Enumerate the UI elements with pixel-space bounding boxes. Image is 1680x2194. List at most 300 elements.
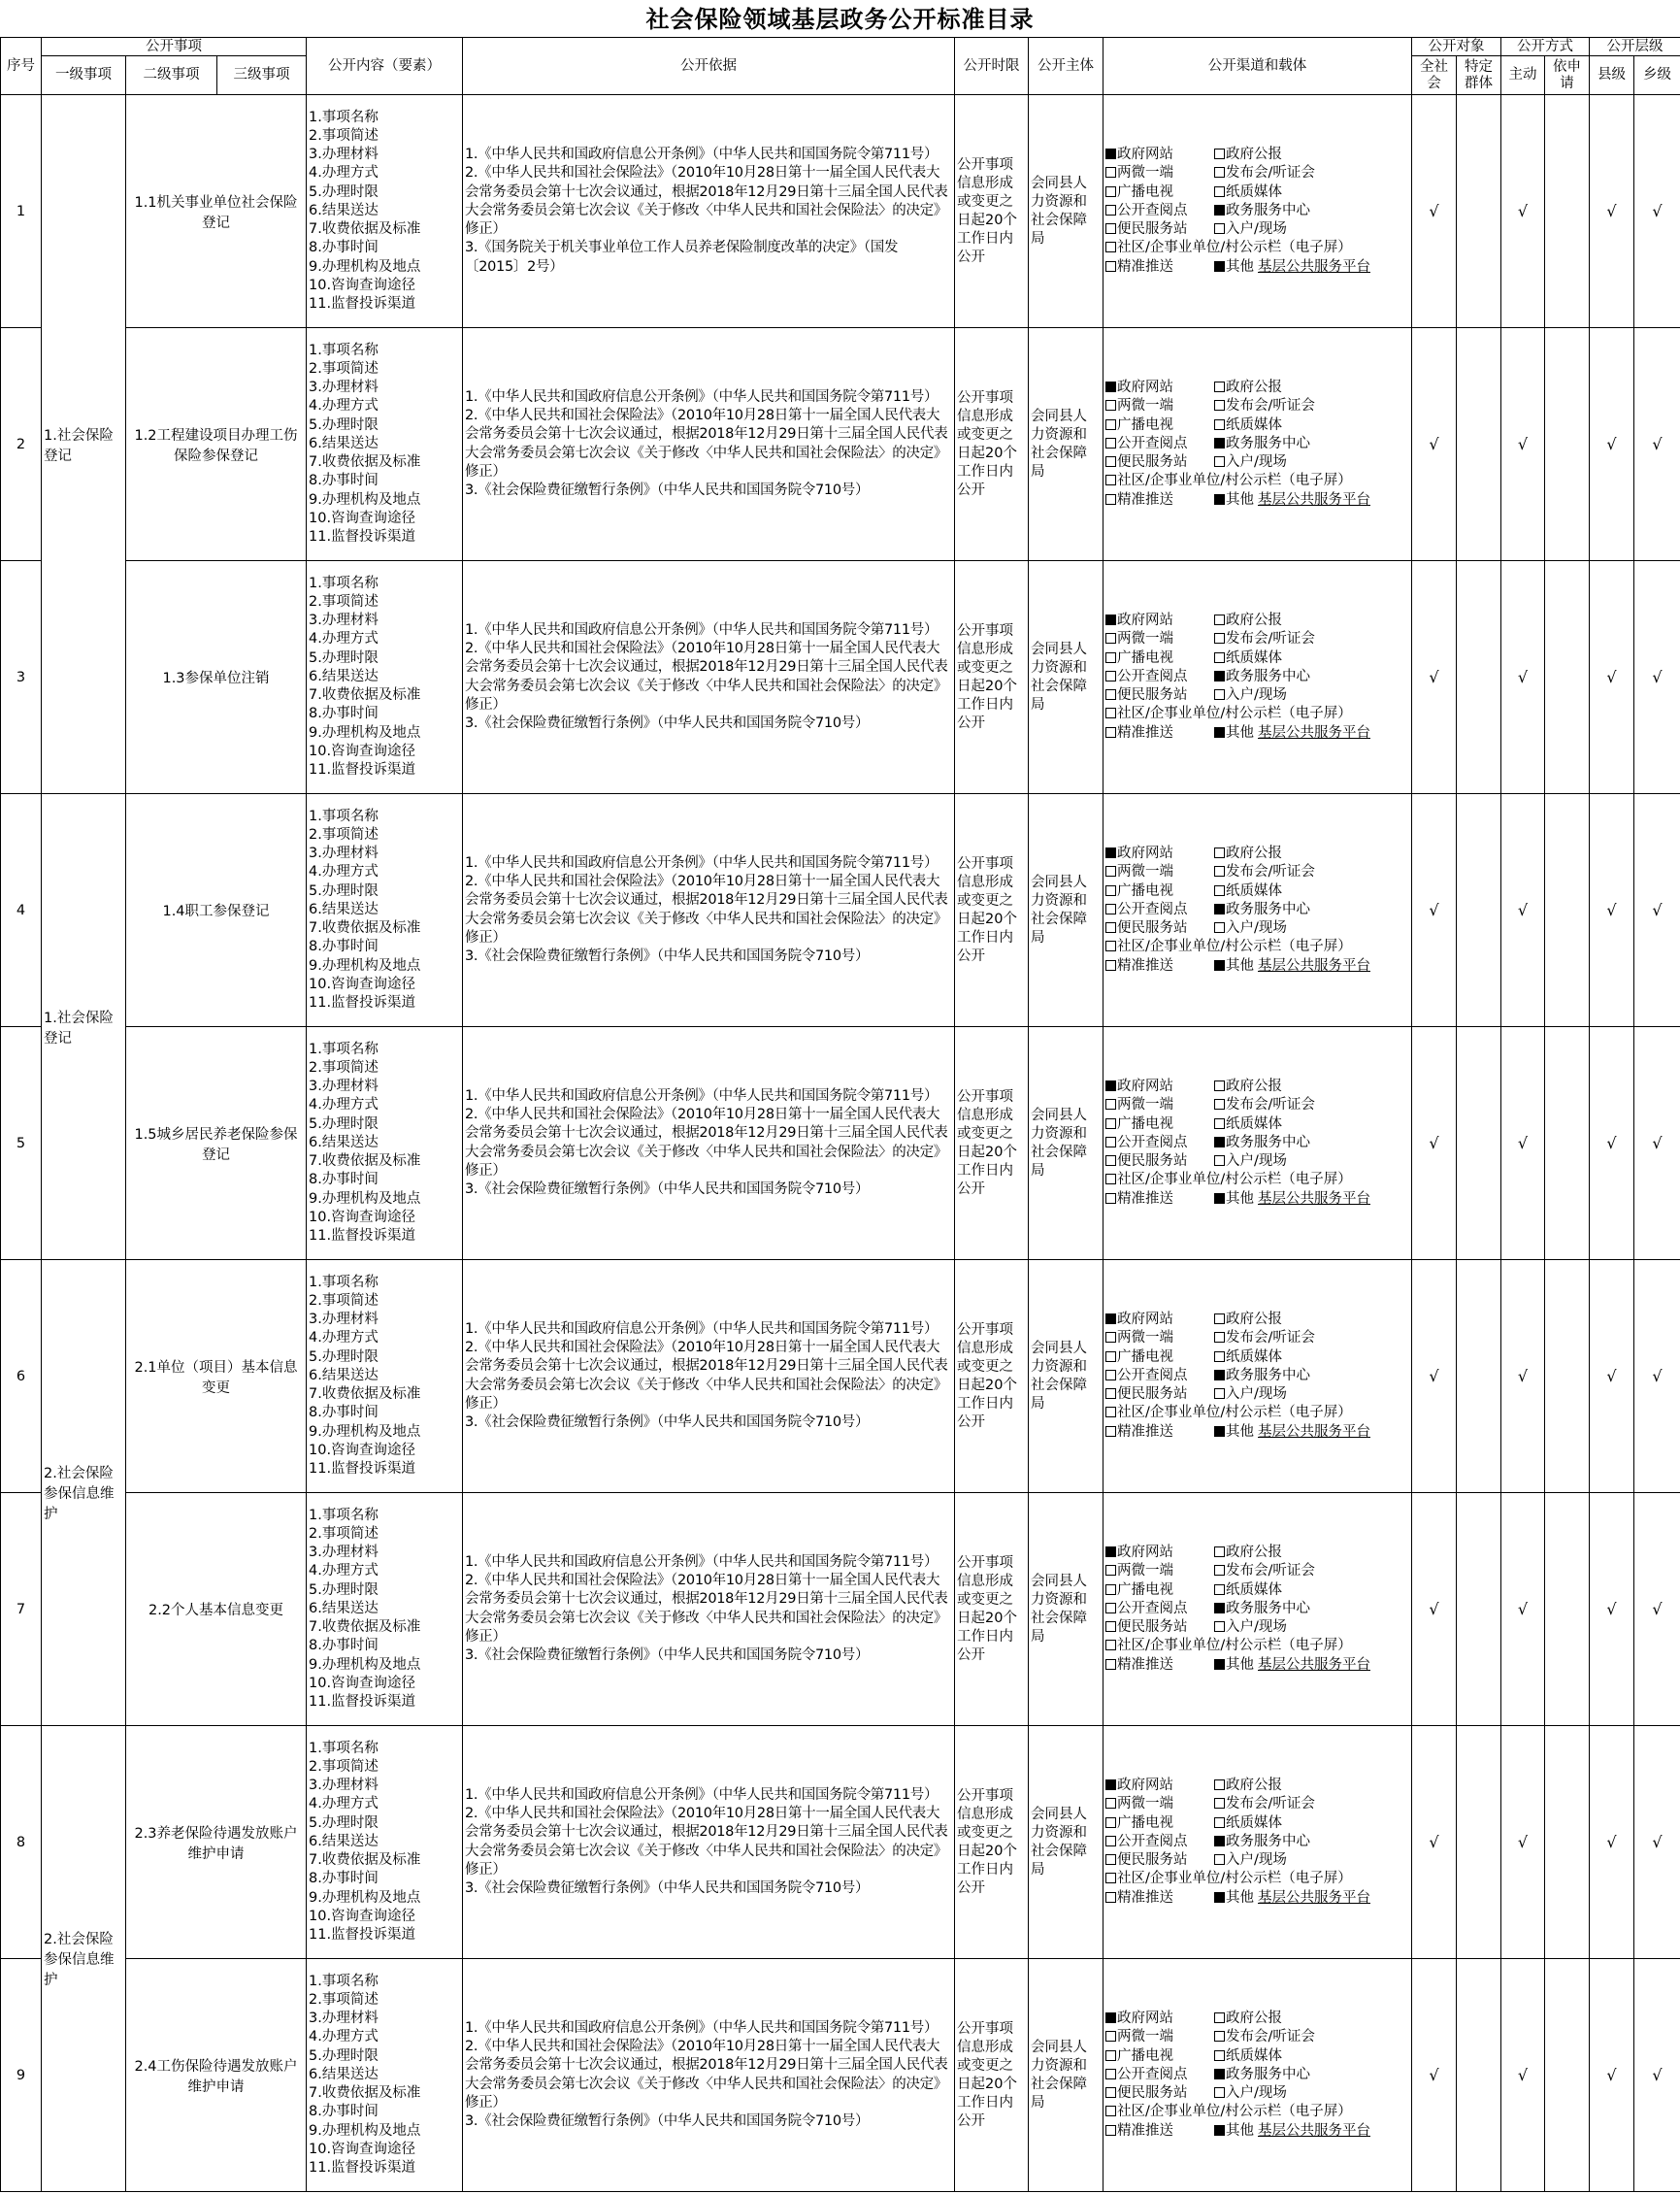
cell-lvl-county: √ <box>1590 328 1634 561</box>
channel-label: 两微一端 <box>1117 1330 1173 1346</box>
channel-option <box>1105 2104 1352 2119</box>
channel-line <box>1105 472 1409 490</box>
cell-basis <box>463 561 955 794</box>
channel-option <box>1214 436 1310 451</box>
channel-option <box>1105 901 1214 919</box>
channel-label: 广播电视 <box>1117 1115 1173 1132</box>
cell-obj-specific <box>1457 1959 1501 2192</box>
channel-option <box>1105 416 1214 435</box>
cell-obj-all: √ <box>1412 1726 1457 1959</box>
channel-label: 发布会/听证会 <box>1226 1563 1315 1579</box>
channel-extra: 基层公共服务平台 <box>1258 1656 1370 1673</box>
channel-label: 公开查阅点 <box>1117 668 1188 684</box>
channel-option <box>1214 165 1315 181</box>
channel-label: 发布会/听证会 <box>1226 1796 1315 1812</box>
channel-option <box>1214 2048 1282 2064</box>
cell-seq: 1 <box>1 95 42 328</box>
cell-seq: 5 <box>1 1027 42 1260</box>
content-item: 11.监督投诉渠道 <box>309 761 416 778</box>
content-item: 4.办理方式 <box>309 1097 379 1114</box>
channel-label: 社区/企事业单位/村公示栏（电子屏） <box>1117 706 1352 722</box>
cell-lvl-town: √ <box>1634 794 1680 1027</box>
channel-label: 精准推送 <box>1117 2122 1173 2139</box>
channel-label: 政府公报 <box>1226 1312 1282 1328</box>
cell-channels <box>1104 794 1412 1027</box>
checked-box-icon <box>1214 1892 1225 1903</box>
checked-box-icon <box>1214 2069 1225 2079</box>
table-row <box>1 1726 1680 1959</box>
content-item: 10.咨询查询途径 <box>309 510 416 526</box>
unchecked-box-icon <box>1105 1603 1116 1613</box>
channel-option <box>1105 258 1214 277</box>
channel-option <box>1105 649 1214 668</box>
channel-option <box>1105 1096 1214 1114</box>
content-item: 11.监督投诉渠道 <box>309 1460 416 1477</box>
channel-line <box>1105 1078 1409 1096</box>
channel-option <box>1214 725 1370 741</box>
channel-option <box>1214 1890 1370 1906</box>
cell-mode-active: √ <box>1501 1726 1545 1959</box>
channel-label: 精准推送 <box>1117 724 1173 741</box>
channel-extra: 基层公共服务平台 <box>1258 2122 1370 2139</box>
unchecked-box-icon <box>1214 1546 1225 1557</box>
content-item: 10.咨询查询途径 <box>309 2141 416 2157</box>
basis-item: 3.《国务院关于机关事业单位工作人员养老保险制度改革的决定》（国发〔2015〕2号） <box>465 240 899 275</box>
content-item: 9.办理机构及地点 <box>309 1423 421 1440</box>
content-item: 5.办理时限 <box>309 1581 379 1598</box>
unchecked-box-icon <box>1214 149 1225 159</box>
table-row <box>1 1260 1680 1493</box>
channel-option <box>1105 668 1214 686</box>
cell-mode-active: √ <box>1501 1260 1545 1493</box>
channel-line <box>1105 1600 1409 1618</box>
channel-line <box>1105 2047 1409 2066</box>
channel-extra: 基层公共服务平台 <box>1258 724 1370 741</box>
cell-timing: 公开事项信息形成或变更之日起20个工作日内公开 <box>955 1027 1029 1260</box>
unchecked-box-icon <box>1214 1099 1225 1110</box>
content-item: 3.办理材料 <box>309 613 379 629</box>
unchecked-box-icon <box>1105 261 1116 272</box>
channel-line <box>1105 938 1409 956</box>
cell-seq: 9 <box>1 1959 42 2192</box>
unchecked-box-icon <box>1105 167 1116 178</box>
basis-item: 3.《社会保险费征缴暂行条例》（中华人民共和国国务院令710号） <box>465 1180 870 1197</box>
header-obj-all: 全社会 <box>1412 56 1457 95</box>
content-item: 1.事项名称 <box>309 1274 379 1290</box>
channel-option <box>1214 650 1282 666</box>
channel-line <box>1105 1581 1409 1600</box>
content-item: 7.收费依据及标准 <box>309 920 421 937</box>
channel-label: 其他 <box>1226 491 1254 508</box>
channel-option <box>1105 183 1214 202</box>
table-row <box>1 1959 1680 2192</box>
unchecked-box-icon <box>1105 727 1116 738</box>
unchecked-box-icon <box>1214 223 1225 234</box>
checked-box-icon <box>1214 727 1225 738</box>
unchecked-box-icon <box>1105 671 1116 681</box>
channel-option <box>1214 1563 1315 1579</box>
channel-label: 两微一端 <box>1117 1563 1173 1579</box>
cell-mode-active: √ <box>1501 794 1545 1027</box>
channel-line <box>1105 724 1409 743</box>
channel-option <box>1105 1134 1214 1152</box>
content-item: 2.事项简述 <box>309 594 379 611</box>
cell-channels <box>1104 1959 1412 2192</box>
cell-lvl-county: √ <box>1590 794 1634 1027</box>
content-item: 1.事项名称 <box>309 1507 379 1523</box>
unchecked-box-icon <box>1214 1118 1225 1129</box>
table-row <box>1 328 1680 561</box>
unchecked-box-icon <box>1214 1388 1225 1399</box>
channel-line <box>1105 1777 1409 1795</box>
cell-obj-specific <box>1457 561 1501 794</box>
content-item: 3.办理材料 <box>309 846 379 862</box>
channel-line <box>1105 146 1409 164</box>
channel-label: 发布会/听证会 <box>1226 1330 1315 1346</box>
unchecked-box-icon <box>1214 400 1225 411</box>
cell-channels <box>1104 1027 1412 1260</box>
content-item: 11.监督投诉渠道 <box>309 528 416 545</box>
channel-label: 政务服务中心 <box>1226 1833 1310 1849</box>
unchecked-box-icon <box>1105 1099 1116 1110</box>
unchecked-box-icon <box>1214 1779 1225 1790</box>
channel-line <box>1105 1423 1409 1442</box>
cell-channels <box>1104 561 1412 794</box>
unchecked-box-icon <box>1214 2031 1225 2042</box>
content-item: 4.办理方式 <box>309 165 379 182</box>
unchecked-box-icon <box>1105 1621 1116 1632</box>
channel-line <box>1105 863 1409 881</box>
channel-label: 入户/现场 <box>1226 687 1287 704</box>
cell-lvl-town: √ <box>1634 328 1680 561</box>
channel-label: 政府公报 <box>1226 846 1282 862</box>
channel-label: 入户/现场 <box>1226 221 1287 238</box>
content-item: 9.办理机构及地点 <box>309 1656 421 1673</box>
checked-box-icon <box>1214 1836 1225 1846</box>
channel-option <box>1214 1368 1310 1383</box>
content-item: 8.办事时间 <box>309 939 379 955</box>
content-item: 3.办理材料 <box>309 1778 379 1794</box>
content-item: 9.办理机构及地点 <box>309 724 421 741</box>
channel-label: 公开查阅点 <box>1117 435 1188 451</box>
channel-option <box>1105 240 1352 255</box>
channel-option <box>1214 958 1370 974</box>
channel-option <box>1105 491 1214 510</box>
channel-label: 政府网站 <box>1117 1312 1173 1328</box>
content-item: 10.咨询查询途径 <box>309 1209 416 1225</box>
content-item: 5.办理时限 <box>309 416 379 433</box>
basis-item: 1.《中华人民共和国政府信息公开条例》（中华人民共和国国务院令第711号） <box>465 854 939 871</box>
channel-option <box>1105 2066 1214 2084</box>
cell-subject: 会同县人力资源和社会保障局 <box>1029 561 1104 794</box>
checked-box-icon <box>1214 1659 1225 1670</box>
content-item: 8.办事时间 <box>309 473 379 489</box>
basis-item: 2.《中华人民共和国社会保险法》（2010年10月28日第十一届全国人民代表大会常务委员会第十七次会议通过，根据2018年12月29日第十三届全国人民代表大会常务委员会第七次会议《关于修改〈中华人民共和国社会保险法〉的决定》修正） <box>465 1340 948 1412</box>
channel-label: 入户/现场 <box>1226 1153 1287 1170</box>
content-item: 10.咨询查询途径 <box>309 976 416 992</box>
unchecked-box-icon <box>1105 419 1116 430</box>
cell-obj-specific <box>1457 1027 1501 1260</box>
channel-label: 政府网站 <box>1117 846 1173 862</box>
channel-option <box>1214 1097 1315 1113</box>
unchecked-box-icon <box>1214 633 1225 644</box>
content-item: 6.结果送达 <box>309 668 379 684</box>
content-item: 7.收费依据及标准 <box>309 454 421 471</box>
channel-label: 政府网站 <box>1117 380 1173 396</box>
checked-box-icon <box>1214 904 1225 914</box>
cell-timing: 公开事项信息形成或变更之日起20个工作日内公开 <box>955 1726 1029 1959</box>
unchecked-box-icon <box>1214 419 1225 430</box>
channel-line <box>1105 1096 1409 1114</box>
channel-line <box>1105 630 1409 648</box>
cell-subject: 会同县人力资源和社会保障局 <box>1029 1493 1104 1726</box>
content-item: 6.结果送达 <box>309 2066 379 2082</box>
channel-line <box>1105 1544 1409 1562</box>
content-item: 7.收费依据及标准 <box>309 2085 421 2102</box>
cell-lvl-county: √ <box>1590 1260 1634 1493</box>
unchecked-box-icon <box>1214 456 1225 467</box>
cell-channels <box>1104 1726 1412 1959</box>
channel-option <box>1214 864 1315 880</box>
content-item: 1.事项名称 <box>309 109 379 125</box>
channel-label: 纸质媒体 <box>1226 183 1282 200</box>
channel-option <box>1214 1153 1287 1169</box>
channel-label: 精准推送 <box>1117 1889 1173 1906</box>
cell-content-items <box>307 1493 463 1726</box>
cell-timing: 公开事项信息形成或变更之日起20个工作日内公开 <box>955 1493 1029 1726</box>
content-item: 7.收费依据及标准 <box>309 1619 421 1636</box>
content-item: 8.办事时间 <box>309 1172 379 1188</box>
cell-obj-all: √ <box>1412 328 1457 561</box>
channel-option <box>1105 919 1214 938</box>
channel-label: 两微一端 <box>1117 1796 1173 1812</box>
cell-level2: 2.1单位（项目）基本信息变更 <box>126 1260 307 1493</box>
channel-option <box>1105 957 1214 976</box>
cell-obj-specific <box>1457 95 1501 328</box>
unchecked-box-icon <box>1214 2012 1225 2023</box>
unchecked-box-icon <box>1214 866 1225 877</box>
content-item: 3.办理材料 <box>309 1079 379 1095</box>
basis-item: 2.《中华人民共和国社会保险法》（2010年10月28日第十一届全国人民代表大会常务委员会第十七次会议通过，根据2018年12月29日第十三届全国人民代表大会常务委员会第七次会议《关于修改〈中华人民共和国社会保险法〉的决定》修正） <box>465 641 948 713</box>
basis-item: 1.《中华人民共和国政府信息公开条例》（中华人民共和国国务院令第711号） <box>465 1320 939 1337</box>
channel-option <box>1105 473 1352 488</box>
checked-box-icon <box>1214 1137 1225 1147</box>
channel-line <box>1105 164 1409 183</box>
channel-label: 两微一端 <box>1117 165 1173 182</box>
channel-option <box>1214 221 1287 237</box>
unchecked-box-icon <box>1214 1584 1225 1595</box>
channel-line <box>1105 1134 1409 1152</box>
unchecked-box-icon <box>1105 2087 1116 2098</box>
unchecked-box-icon <box>1214 848 1225 858</box>
content-item: 9.办理机构及地点 <box>309 2122 421 2139</box>
channel-option <box>1105 1152 1214 1171</box>
cell-content-items <box>307 328 463 561</box>
basis-item: 1.《中华人民共和国政府信息公开条例》（中华人民共和国国务院令第711号） <box>465 388 939 405</box>
channel-label: 便民服务站 <box>1117 221 1188 238</box>
unchecked-box-icon <box>1214 689 1225 700</box>
channel-label: 便民服务站 <box>1117 687 1188 704</box>
cell-basis <box>463 1027 955 1260</box>
channel-option <box>1105 1871 1352 1886</box>
channel-option <box>1105 146 1214 164</box>
channel-option <box>1105 1423 1214 1442</box>
checked-box-icon <box>1105 1779 1116 1790</box>
cell-subject: 会同县人力资源和社会保障局 <box>1029 794 1104 1027</box>
channel-label: 公开查阅点 <box>1117 2066 1188 2082</box>
basis-item: 3.《社会保险费征缴暂行条例》（中华人民共和国国务院令710号） <box>465 1413 870 1430</box>
unchecked-box-icon <box>1105 1388 1116 1399</box>
channel-line <box>1105 220 1409 239</box>
content-item: 8.办事时间 <box>309 1871 379 1887</box>
channel-label: 便民服务站 <box>1117 2085 1188 2102</box>
channel-label: 纸质媒体 <box>1226 416 1282 433</box>
channel-label: 政府网站 <box>1117 1079 1173 1095</box>
cell-channels <box>1104 328 1412 561</box>
channel-label: 政府网站 <box>1117 2011 1173 2027</box>
cell-level1: 1.社会保险登记 <box>42 794 126 1260</box>
channel-line <box>1105 919 1409 938</box>
table-row <box>1 561 1680 794</box>
channel-line <box>1105 1889 1409 1908</box>
content-item: 4.办理方式 <box>309 398 379 415</box>
channel-label: 精准推送 <box>1117 491 1173 508</box>
channel-option <box>1214 1135 1310 1150</box>
channel-option <box>1105 706 1352 721</box>
channel-line <box>1105 2010 1409 2028</box>
channel-label: 政务服务中心 <box>1226 1134 1310 1150</box>
channel-label: 政务服务中心 <box>1226 1367 1310 1383</box>
channel-label: 其他 <box>1226 1423 1254 1440</box>
channel-option <box>1105 1638 1352 1653</box>
content-item: 8.办事时间 <box>309 240 379 256</box>
content-item: 2.事项简述 <box>309 1293 379 1310</box>
unchecked-box-icon <box>1105 1426 1116 1437</box>
channel-label: 社区/企事业单位/村公示栏（电子屏） <box>1117 240 1352 256</box>
channel-label: 便民服务站 <box>1117 1619 1188 1636</box>
channel-label: 政府公报 <box>1226 613 1282 629</box>
channel-line <box>1105 379 1409 397</box>
channel-line <box>1105 491 1409 510</box>
channel-label: 公开查阅点 <box>1117 202 1188 218</box>
cell-timing: 公开事项信息形成或变更之日起20个工作日内公开 <box>955 561 1029 794</box>
content-item: 10.咨询查询途径 <box>309 1675 416 1691</box>
channel-option <box>1214 398 1315 414</box>
cell-subject: 会同县人力资源和社会保障局 <box>1029 1726 1104 1959</box>
unchecked-box-icon <box>1105 1118 1116 1129</box>
page-title: 社会保险领域基层政务公开标准目录 <box>645 5 1035 33</box>
channel-label: 政务服务中心 <box>1226 901 1310 917</box>
channel-option <box>1105 1889 1214 1908</box>
cell-mode-active: √ <box>1501 1493 1545 1726</box>
channel-label: 政府公报 <box>1226 380 1282 396</box>
cell-mode-request <box>1545 328 1590 561</box>
cell-lvl-town: √ <box>1634 561 1680 794</box>
cell-timing: 公开事项信息形成或变更之日起20个工作日内公开 <box>955 95 1029 328</box>
channel-label: 精准推送 <box>1117 1423 1173 1440</box>
channel-option <box>1105 1618 1214 1637</box>
channel-option <box>1214 902 1310 917</box>
unchecked-box-icon <box>1214 922 1225 933</box>
basis-item: 2.《中华人民共和国社会保险法》（2010年10月28日第十一届全国人民代表大会常务委员会第十七次会议通过，根据2018年12月29日第十三届全国人民代表大会常务委员会第七次会议《关于修改〈中华人民共和国社会保险法〉的决定》修正） <box>465 874 948 946</box>
cell-level1: 2.社会保险参保信息维护 <box>42 1260 126 1726</box>
cell-content-items <box>307 561 463 794</box>
cell-content-items <box>307 1726 463 1959</box>
unchecked-box-icon <box>1105 922 1116 933</box>
channel-label: 政务服务中心 <box>1226 435 1310 451</box>
channel-label: 广播电视 <box>1117 416 1173 433</box>
channel-option <box>1105 939 1352 954</box>
channel-option <box>1214 1815 1282 1831</box>
cell-lvl-county: √ <box>1590 1493 1634 1726</box>
unchecked-box-icon <box>1105 2031 1116 2042</box>
unchecked-box-icon <box>1105 494 1116 505</box>
content-item: 5.办理时限 <box>309 1814 379 1831</box>
channel-option <box>1105 1814 1214 1833</box>
channel-line <box>1105 845 1409 863</box>
channel-line <box>1105 1851 1409 1870</box>
channel-label: 政务服务中心 <box>1226 202 1310 218</box>
cell-seq: 4 <box>1 794 42 1027</box>
channel-option <box>1105 1562 1214 1580</box>
basis-item: 3.《社会保险费征缴暂行条例》（中华人民共和国国务院令710号） <box>465 1646 870 1663</box>
cell-obj-specific <box>1457 328 1501 561</box>
cell-channels <box>1104 1260 1412 1493</box>
channel-label: 便民服务站 <box>1117 920 1188 937</box>
channel-line <box>1105 2066 1409 2084</box>
checked-box-icon <box>1105 382 1116 392</box>
unchecked-box-icon <box>1105 885 1116 896</box>
cell-level2: 1.1机关事业单位社会保险登记 <box>126 95 307 328</box>
channel-label: 其他 <box>1226 1656 1254 1673</box>
channel-line <box>1105 1833 1409 1851</box>
unchecked-box-icon <box>1105 1565 1116 1576</box>
cell-timing: 公开事项信息形成或变更之日起20个工作日内公开 <box>955 794 1029 1027</box>
cell-basis <box>463 95 955 328</box>
basis-item: 2.《中华人民共和国社会保险法》（2010年10月28日第十一届全国人民代表大会常务委员会第十七次会议通过，根据2018年12月29日第十三届全国人民代表大会常务委员会第七次会议《关于修改〈中华人民共和国社会保险法〉的决定》修正） <box>465 1573 948 1645</box>
channel-option <box>1105 164 1214 183</box>
cell-mode-request <box>1545 1260 1590 1493</box>
channel-option <box>1214 2085 1287 2101</box>
channel-label: 其他 <box>1226 1889 1254 1906</box>
unchecked-box-icon <box>1214 652 1225 663</box>
channel-line <box>1105 2122 1409 2141</box>
channel-option <box>1214 631 1315 647</box>
cell-subject: 会同县人力资源和社会保障局 <box>1029 1027 1104 1260</box>
header-items-group: 公开事项 <box>42 38 307 56</box>
channel-option <box>1214 1349 1282 1365</box>
channel-line <box>1105 1385 1409 1404</box>
content-item: 4.办理方式 <box>309 864 379 881</box>
content-item: 2.事项简述 <box>309 1526 379 1543</box>
channel-option <box>1214 259 1370 275</box>
channel-option <box>1105 1777 1214 1795</box>
channel-option <box>1105 1851 1214 1870</box>
content-item: 9.办理机构及地点 <box>309 491 421 508</box>
unchecked-box-icon <box>1214 1798 1225 1809</box>
channel-line <box>1105 1795 1409 1813</box>
cell-lvl-town: √ <box>1634 95 1680 328</box>
header-mode-group: 公开方式 <box>1501 38 1590 56</box>
cell-seq: 2 <box>1 328 42 561</box>
channel-option <box>1105 2122 1214 2141</box>
unchecked-box-icon <box>1105 205 1116 216</box>
cell-content-items <box>307 95 463 328</box>
channel-line <box>1105 183 1409 202</box>
channel-label: 社区/企事业单位/村公示栏（电子屏） <box>1117 1172 1352 1188</box>
channel-label: 纸质媒体 <box>1226 1115 1282 1132</box>
header-mode-active: 主动 <box>1501 56 1545 95</box>
